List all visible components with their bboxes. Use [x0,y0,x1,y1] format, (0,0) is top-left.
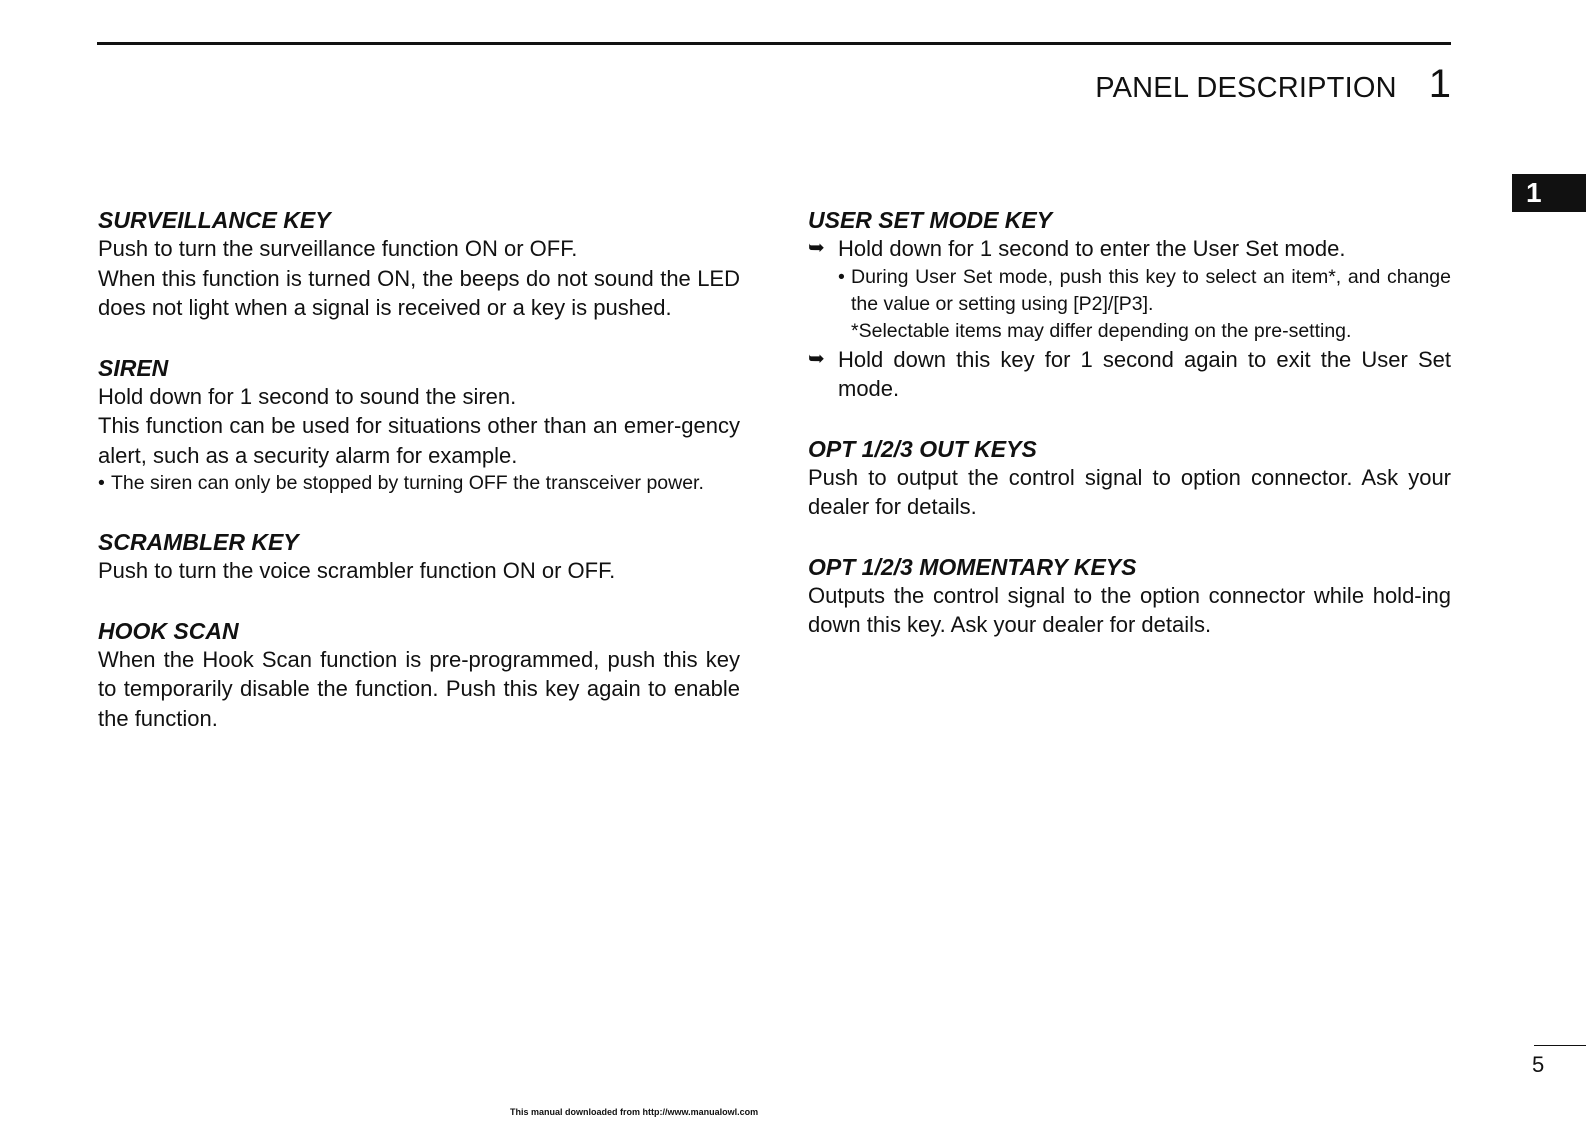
arrow-right-icon: ➥ [808,237,825,259]
page-number-rule [1534,1045,1586,1046]
bullet-text: During User Set mode, push this key to select an item*, and change the value or setting using [P2]/[P3]. [851,265,1451,315]
bullet-dot-icon: • [838,265,845,288]
page-header [1095,62,1451,107]
arrow-item [808,234,1451,264]
page-number: 5 [1532,1052,1545,1077]
arrow-right-icon: ➥ [808,347,825,370]
bullet-text: The siren can only be stopped by turning OFF the transceiver power. [111,472,704,494]
paragraph: Hold down for 1 second to sound the siren. [98,383,517,409]
paragraph: Push to output the control signal to option connector. Ask your dealer for details. [808,464,1451,519]
section-hook-scan [98,617,740,734]
download-footer: This manual downloaded from http://www.manualowl.com [510,1107,759,1117]
paragraph: When the Hook Scan function is pre-programmed, push this key to temporarily disable the function. Push this key again to enable the function. [98,646,740,731]
section-heading: USER SET MODE KEY [808,207,1053,233]
section-heading: SCRAMBLER KEY [98,529,299,555]
section-heading: SIREN [98,354,169,381]
section-siren [98,354,740,498]
chapter-tab: 1 [1512,174,1586,212]
paragraph: Push to turn the voice scrambler function ON or OFF. [98,558,616,583]
section-user-set-mode-key [808,206,1451,404]
paragraph: This function can be used for situations other than an emer-gency alert, such as a security alarm for example. [98,413,740,468]
section-scrambler-key [98,528,740,586]
bullet-note [838,264,1451,318]
paragraph: Outputs the control signal to the option connector while hold-ing down this key. Ask your dealer for details. [808,582,1451,637]
arrow-item-text: Hold down for 1 second to enter the User Set mode. [838,236,1346,261]
section-heading: SURVEILLANCE KEY [98,207,331,233]
page-title: PANEL DESCRIPTION [1095,72,1397,104]
left-column [98,206,740,764]
arrow-item-text: Hold down this key for 1 second again to exit the User Set mode. [838,346,1451,401]
top-rule [97,42,1451,45]
section-heading: HOOK SCAN [98,617,239,644]
bullet-dot-icon: • [98,472,105,494]
arrow-item [808,345,1451,404]
section-opt-momentary-keys [808,553,1451,640]
section-heading: OPT 1/2/3 OUT KEYS [808,435,1037,462]
chapter-number: 1 [1428,62,1451,106]
footnote: *Selectable items may differ depending on the pre-setting. [851,319,1352,342]
section-opt-out-keys [808,435,1451,522]
paragraph: Push to turn the surveillance function ON or OFF. [98,236,578,261]
section-heading: OPT 1/2/3 MOMENTARY KEYS [808,553,1137,580]
section-surveillance-key [98,206,740,323]
right-column [808,206,1451,671]
bullet-note [98,470,740,497]
paragraph: When this function is turned ON, the beeps do not sound the LED does not light when a signal is received or a key is pushed. [98,265,740,320]
